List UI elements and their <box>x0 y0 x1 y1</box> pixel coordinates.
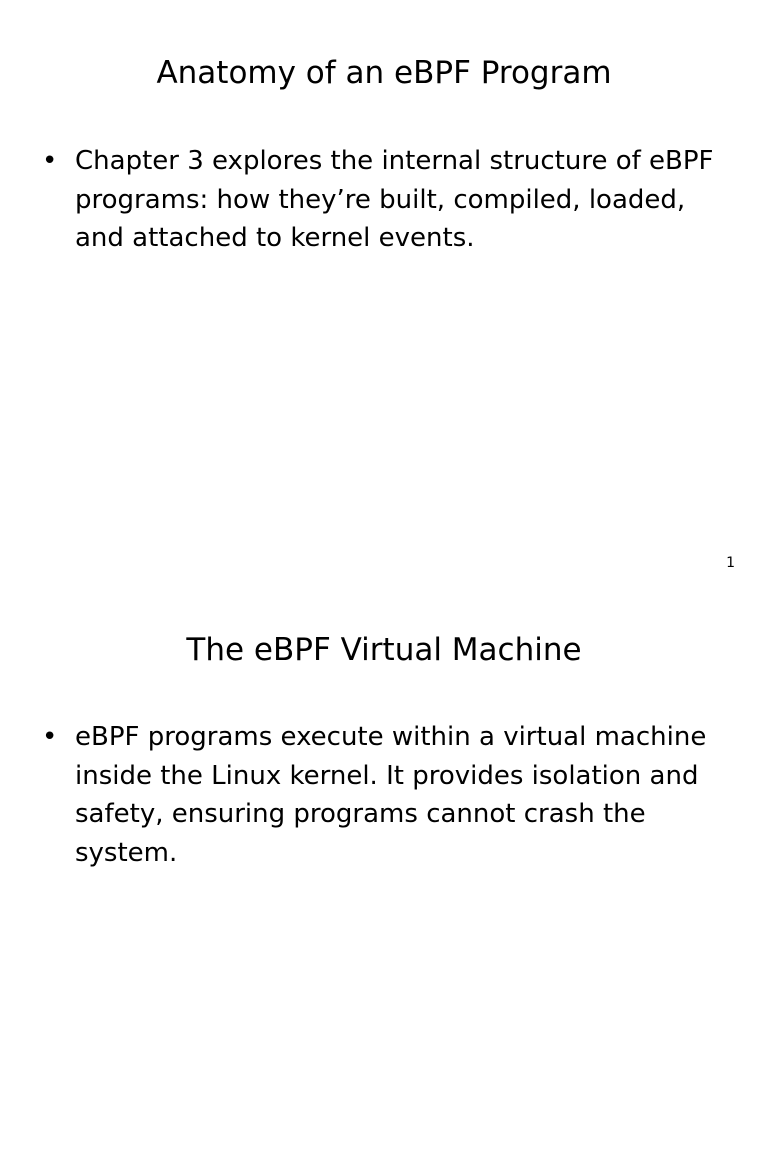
bullet-item <box>40 142 730 258</box>
bullet-item <box>40 718 730 872</box>
bullet-text: eBPF programs execute within a virtual machine inside the Linux kernel. It provides isolation and safety, ensuring programs cannot crash the system. <box>75 722 707 868</box>
bullet-list <box>40 142 730 258</box>
slide-title: Anatomy of an eBPF Program <box>156 55 612 91</box>
slide-2 <box>0 576 768 1152</box>
slide-title: The eBPF Virtual Machine <box>186 632 582 668</box>
bullet-marker: • <box>42 146 58 176</box>
bullet-text: Chapter 3 explores the internal structure of eBPF programs: how they’re built, compiled, loaded, and attached to kernel events. <box>75 146 714 253</box>
bullet-marker: • <box>42 722 58 752</box>
bullet-list <box>40 718 730 872</box>
page-number: 1 <box>726 555 735 571</box>
